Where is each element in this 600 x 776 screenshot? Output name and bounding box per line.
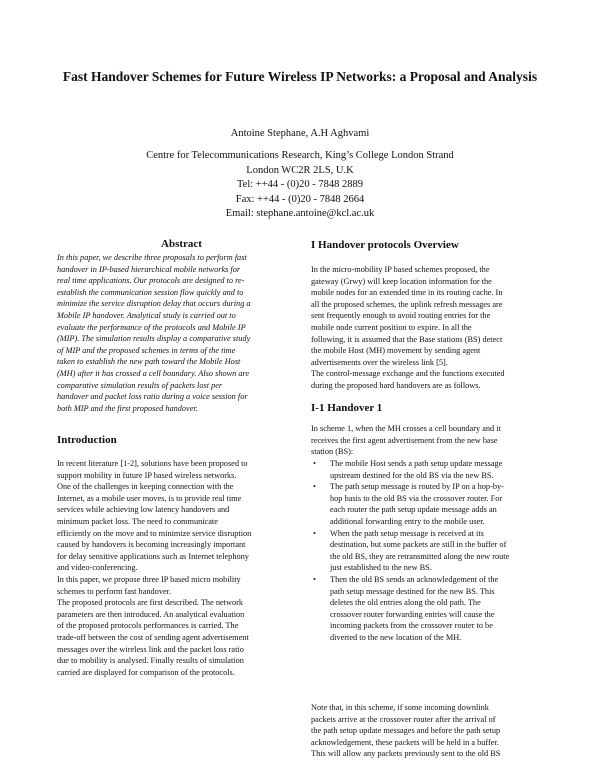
introduction-line: and video-conferencing.: [57, 563, 138, 573]
bullet-line: incoming packets from the crossover router to be: [330, 621, 493, 631]
bullet-line: the old BS, they are retransmitted along the new route: [330, 551, 510, 561]
bullet-line: destination, but some packets are still in the buffer of: [330, 540, 507, 550]
abstract-line: comparative simulation results of packets lost per: [57, 380, 223, 390]
handover1-intro: [311, 423, 558, 458]
introduction-line: trade-off between the cost of sending agent advertisement: [57, 632, 249, 642]
abstract-text: [57, 252, 306, 414]
bullet-line: deletes the old entries along the old path. The: [330, 598, 481, 608]
bullet-line: crossover router forwarding entries will cause the: [330, 609, 495, 619]
affiliation-line: London WC2R 2LS, U.K: [246, 164, 354, 176]
handover1-note-line: This will allow any packets previously sent to the old BS: [311, 749, 501, 759]
bullet-line: just established to the new BS.: [330, 563, 432, 573]
introduction-line: of the proposed protocols performances is carried. The: [57, 621, 239, 631]
abstract-line: Mobile IP handover. Analytical study is carried out to: [57, 310, 236, 320]
abstract-line: In this paper, we describe three proposals to perform fast: [57, 253, 247, 262]
introduction-line: Internet, as a mobile user moves, is to provide real time: [57, 493, 242, 503]
handover1-bullet-list: [311, 458, 558, 644]
affiliation-line: Centre for Telecommunications Research, King’s College London Strand: [146, 150, 454, 161]
bullet-line: The mobile Host sends a path setup update message: [330, 459, 503, 468]
author-line: Antoine Stephane, A.H Aghvami: [230, 128, 370, 139]
overview-line: the mobile Host (MH) movement by sending agent: [311, 346, 481, 356]
overview-line: The control-message exchange and the functions executed: [311, 369, 505, 379]
introduction-heading: Introduction: [57, 434, 117, 446]
handover1-note-line: packets arrive at the crossover router after the arrival of: [311, 714, 496, 724]
overview-text: [311, 264, 558, 392]
bullet-dot-icon: •: [313, 528, 316, 538]
bullet-line: hop basis to the old BS via the crossover router. For: [330, 493, 503, 503]
bullet-dot-icon: •: [313, 574, 316, 584]
handover1-intro-line: In scheme 1, when the MH crosses a cell boundary and it: [311, 424, 501, 433]
overview-line: In the micro-mobility IP based schemes proposed, the: [311, 265, 490, 274]
bullet-item: [311, 574, 558, 644]
abstract-line: (MH) after it has crossed a cell boundary. Also shown are: [57, 368, 250, 378]
abstract-line: handover and packet loss ratio during a voice session for: [57, 392, 248, 402]
introduction-line: support mobility in future IP based wireless networks.: [57, 470, 237, 480]
affiliation-line: Tel: ++44 - (0)20 - 7848 2889: [236, 179, 363, 190]
bullet-line: path setup message destined for the new BS. This: [330, 586, 495, 596]
affiliation-line: Fax: ++44 - (0)20 - 7848 2664: [235, 193, 365, 205]
affiliation-block: [100, 149, 500, 222]
introduction-line: efficiently on the move and to minimize service disruption: [57, 528, 252, 538]
handover1-intro-line: receives the first agent advertisement from the new base: [311, 435, 498, 445]
bullet-item: [311, 481, 558, 527]
bullet-line: additional forwarding entry to the mobile user.: [330, 516, 485, 526]
overview-line: mobile nodes for an extended time in its routing cache. In: [311, 288, 503, 298]
overview-line: following, it is assumed that the Base stations (BS) detect: [311, 334, 503, 344]
introduction-line: One of the challenges in keeping connection with the: [57, 482, 234, 492]
bullet-item: [311, 458, 558, 481]
overview-line: all the proposed schemes, the uplink refresh messages are: [311, 299, 503, 309]
introduction-line: due to mobility is analysed. Finally results of simulation: [57, 656, 244, 666]
bullet-line: each router the path setup update message adds an: [330, 505, 497, 515]
introduction-line: minimum packet loss. The need to communicate: [57, 516, 218, 526]
handover1-note-line: Note that, in this scheme, if some incoming downlink: [311, 703, 489, 712]
bullet-line: The path setup message is routed by IP on a hop-by-: [330, 482, 504, 492]
bullet-dot-icon: •: [313, 482, 316, 492]
overview-line: advertisements over the wireless link [5].: [311, 357, 448, 367]
introduction-line: parameters are then introduced. An analytical evaluation: [57, 609, 245, 619]
overview-line: during the proposed hard handovers are as follows.: [311, 380, 481, 390]
bullet-line: upstream destined for the old BS via the new BS.: [330, 470, 494, 480]
bullet-line: When the path setup message is received at its: [330, 528, 484, 538]
abstract-line: minimize the service disruption delay that occurs during a: [57, 299, 251, 309]
abstract-line: (MIP). The simulation results display a comparative study: [57, 334, 251, 344]
introduction-line: for delay sensitive applications such as Internet telephony: [57, 551, 249, 561]
overview-heading: I Handover protocols Overview: [311, 239, 459, 251]
abstract-line: taken to establish the new path toward the Mobile Host: [57, 357, 241, 367]
overview-line: sent frequently enough to avoid routing entries for the: [311, 311, 491, 321]
affiliation-line: Email: stephane.antoine@kcl.ac.uk: [225, 208, 375, 219]
abstract-line: handover in IP-based hierarchical mobile networks for: [57, 264, 241, 274]
paper-title: Fast Handover Schemes for Future Wireless IP Networks: a Proposal and Analysis: [62, 69, 538, 84]
introduction-line: The proposed protocols are first described. The network: [57, 598, 244, 608]
handover1-note: [311, 702, 558, 760]
introduction-text: [57, 458, 306, 678]
abstract-line: establish the communication session flow quickly and to: [57, 287, 244, 297]
bullet-line: Then the old BS sends an acknowledgement of the: [330, 574, 499, 584]
introduction-line: In this paper, we propose three IP based micro mobility: [57, 574, 241, 584]
handover1-heading: I-1 Handover 1: [311, 402, 383, 414]
handover1-note-line: acknowledgement, these packets will be held in a buffer.: [311, 737, 499, 747]
abstract-heading: Abstract: [161, 238, 202, 250]
introduction-line: schemes to perform fast handover.: [57, 586, 172, 596]
bullet-dot-icon: •: [313, 459, 316, 468]
bullet-item: [311, 528, 558, 574]
introduction-line: caused by handovers is becoming increasingly important: [57, 540, 246, 550]
introduction-line: messages over the wireless link and the packet loss ratio: [57, 644, 244, 654]
handover1-intro-line: station (BS):: [311, 447, 354, 457]
handover1-note-line: the path setup update messages and before the path setup: [311, 726, 501, 736]
abstract-line: of MIP and the proposed schemes in terms of the time: [57, 345, 236, 355]
overview-line: gateway (Grwy) will keep location information for the: [311, 276, 492, 286]
abstract-line: both MIP and the first proposed handover.: [57, 403, 198, 413]
bullet-line: diverted to the new location of the MH.: [330, 632, 462, 642]
abstract-line: real time applications. Our protocols are designed to re-: [57, 276, 245, 286]
introduction-line: carried are displayed for comparison of the protocols.: [57, 667, 235, 677]
introduction-line: In recent literature [1-2], solutions have been proposed to: [57, 459, 248, 468]
abstract-line: evaluate the performance of the protocols and Mobile IP: [57, 322, 246, 332]
overview-line: mobile node current position to expire. In all the: [311, 322, 472, 332]
introduction-line: services while achieving low latency handovers and: [57, 505, 230, 515]
